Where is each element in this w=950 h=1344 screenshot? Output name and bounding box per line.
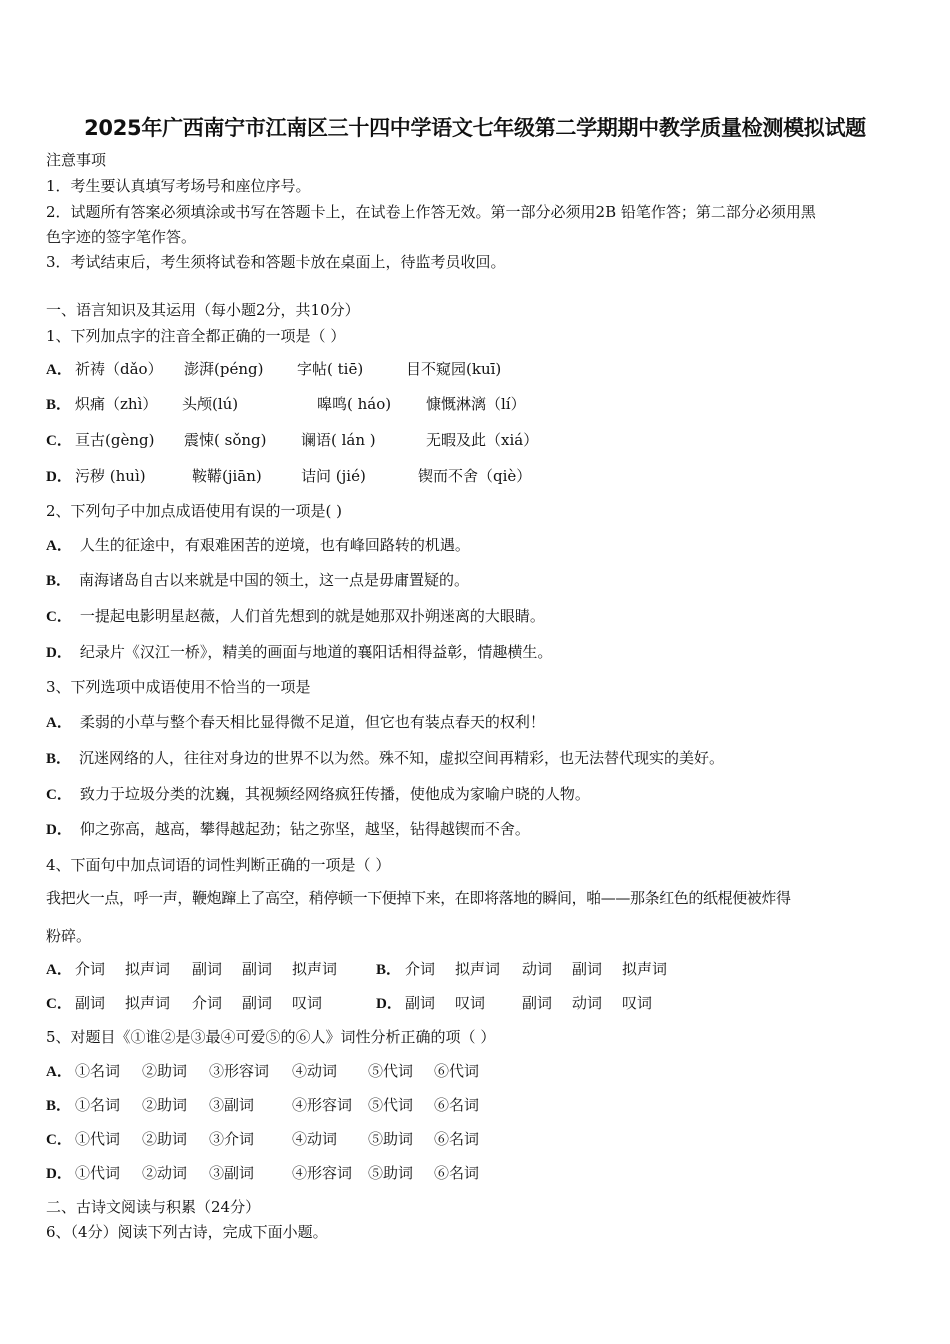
option-item: 介词	[75, 960, 106, 978]
option-item: ①名词	[75, 1062, 121, 1080]
q2-option-a: A． 人生的征途中，有艰难困苦的逆境，也有峰回路转的机遇。	[46, 536, 470, 554]
option-item: 副词	[405, 994, 436, 1012]
q5-option-c: C．	[46, 1132, 72, 1148]
q4-option-b: B．	[376, 962, 402, 978]
option-item: 鞍鞯(jiān)	[192, 467, 262, 485]
option-item: ③介词	[209, 1130, 255, 1148]
question-stem: 3、下列选项中成语使用不恰当的一项是	[46, 678, 311, 696]
option-item: 污秽 (huì)	[75, 467, 146, 485]
option-item: ⑤代词	[368, 1062, 414, 1080]
q1-option-d: D．	[46, 469, 72, 485]
option-item: 无暇及此（xiá）	[426, 431, 539, 449]
option-item: 嗥鸣( háo)	[317, 395, 392, 413]
q3-option-a: A． 柔弱的小草与整个春天相比显得微不足道，但它也有装点春天的权利！	[46, 713, 545, 731]
q1-option-c: C．	[46, 433, 72, 449]
option-item: ①代词	[75, 1130, 121, 1148]
option-item: 拟声词	[125, 994, 171, 1012]
option-item: 副词	[75, 994, 106, 1012]
notice-item: 1．考生要认真填写考场号和座位序号。	[46, 177, 311, 195]
option-item: 副词	[192, 960, 223, 978]
question-stem: 5、对题目《①谁②是③最④可爱⑤的⑥人》词性分析正确的项（ ）	[46, 1028, 496, 1046]
option-item: ③形容词	[209, 1062, 270, 1080]
option-item: 叹词	[292, 994, 323, 1012]
section-heading: 二、古诗文阅读与积累（24分）	[46, 1198, 261, 1216]
option-item: 拟声词	[292, 960, 338, 978]
option-item: 字帖( tiē)	[297, 360, 364, 378]
notice-item: 2．试题所有答案必须填涂或书写在答题卡上，在试卷上作答无效。第一部分必须用2B 铅笔作答；第二部分必须用黑	[46, 203, 816, 221]
question-passage: 我把火一点，呼一声，鞭炮蹿上了高空，稍停顿一下便掉下来，在即将落地的瞬间，啪——那条红色的纸棍便被炸得	[46, 889, 791, 907]
q2-option-b: B． 南海诸岛自古以来就是中国的领土，这一点是毋庸置疑的。	[46, 571, 470, 589]
option-item: ⑤助词	[368, 1164, 414, 1182]
option-item: 谰语( lán )	[301, 431, 376, 449]
option-item: 介词	[405, 960, 436, 978]
option-item: 动词	[522, 960, 553, 978]
option-item: 拟声词	[622, 960, 668, 978]
option-item: 副词	[242, 960, 273, 978]
q3-option-d: D． 仰之弥高，越高，攀得越起劲；钻之弥坚，越坚，钻得越锲而不舍。	[46, 820, 530, 838]
option-item: ④动词	[292, 1130, 338, 1148]
option-item: 拟声词	[125, 960, 171, 978]
option-item: ②助词	[142, 1130, 188, 1148]
q1-option-a: A．	[46, 362, 72, 378]
option-item: 目不窥园(kuī)	[406, 360, 502, 378]
option-item: ⑥名词	[434, 1164, 480, 1182]
option-item: 拟声词	[455, 960, 501, 978]
q3-option-c: C． 致力于垃圾分类的沈巍，其视频经网络疯狂传播，使他成为家喻户晓的人物。	[46, 785, 590, 803]
option-item: ⑤助词	[368, 1130, 414, 1148]
option-item: 副词	[572, 960, 603, 978]
question-stem: 4、下面句中加点词语的词性判断正确的一项是（ ）	[46, 856, 391, 874]
q2-option-c: C． 一提起电影明星赵薇，人们首先想到的就是她那双扑朔迷离的大眼睛。	[46, 607, 545, 625]
option-item: 澎湃(péng)	[184, 360, 264, 378]
notice-item: 3．考试结束后，考生须将试卷和答题卡放在桌面上，待监考员收回。	[46, 253, 506, 271]
option-item: ①名词	[75, 1096, 121, 1114]
question-stem: 2、下列句子中加点成语使用有误的一项是( )	[46, 502, 343, 520]
q3-option-b: B． 沉迷网络的人，往往对身边的世界不以为然。殊不知，虚拟空间再精彩，也无法替代现实的美好。	[46, 749, 725, 767]
option-item: ⑥代词	[434, 1062, 480, 1080]
option-item: ③副词	[209, 1164, 255, 1182]
notice-item: 色字迹的签字笔作答。	[46, 228, 197, 246]
notice-heading: 注意事项	[46, 151, 107, 169]
option-item: ④动词	[292, 1062, 338, 1080]
question-stem: 6、（4分）阅读下列古诗，完成下面小题。	[46, 1223, 328, 1241]
q4-option-c: C．	[46, 996, 72, 1012]
option-item: 动词	[572, 994, 603, 1012]
option-item: 副词	[242, 994, 273, 1012]
option-item: 亘古(gèng)	[75, 431, 155, 449]
question-passage: 粉碎。	[46, 927, 92, 945]
q5-option-d: D．	[46, 1166, 72, 1182]
option-item: 头颅(lú)	[182, 395, 239, 413]
option-item: 叹词	[455, 994, 486, 1012]
q4-option-a: A．	[46, 962, 72, 978]
option-item: ⑥名词	[434, 1096, 480, 1114]
section-heading: 一、语言知识及其运用（每小题2分，共10分）	[46, 301, 360, 319]
q5-option-b: B．	[46, 1098, 72, 1114]
option-item: ④形容词	[292, 1164, 353, 1182]
q1-option-b: B．	[46, 397, 72, 413]
option-item: ③副词	[209, 1096, 255, 1114]
option-item: 锲而不舍（qiè）	[418, 467, 532, 485]
option-item: 介词	[192, 994, 223, 1012]
option-item: ①代词	[75, 1164, 121, 1182]
option-item: ⑥名词	[434, 1130, 480, 1148]
option-item: 慷慨淋漓（lí）	[426, 395, 526, 413]
option-item: ②动词	[142, 1164, 188, 1182]
option-item: ④形容词	[292, 1096, 353, 1114]
question-stem: 1、下列加点字的注音全都正确的一项是（ ）	[46, 327, 346, 345]
option-item: ⑤代词	[368, 1096, 414, 1114]
q5-option-a: A．	[46, 1064, 72, 1080]
q2-option-d: D． 纪录片《汉江一桥》，精美的画面与地道的襄阳话相得益彰，情趣横生。	[46, 643, 553, 661]
option-item: 祈祷（dǎo）	[75, 360, 163, 378]
q4-option-d: D．	[376, 996, 402, 1012]
option-item: 炽痛（zhì）	[75, 395, 158, 413]
option-item: ②助词	[142, 1062, 188, 1080]
option-item: 副词	[522, 994, 553, 1012]
option-item: ②助词	[142, 1096, 188, 1114]
option-item: 震悚( sǒng)	[184, 431, 267, 449]
option-item: 诘问 (jié)	[301, 467, 366, 485]
page-title: 2025年广西南宁市江南区三十四中学语文七年级第二学期期中教学质量检测模拟试题	[84, 116, 866, 140]
option-item: 叹词	[622, 994, 653, 1012]
